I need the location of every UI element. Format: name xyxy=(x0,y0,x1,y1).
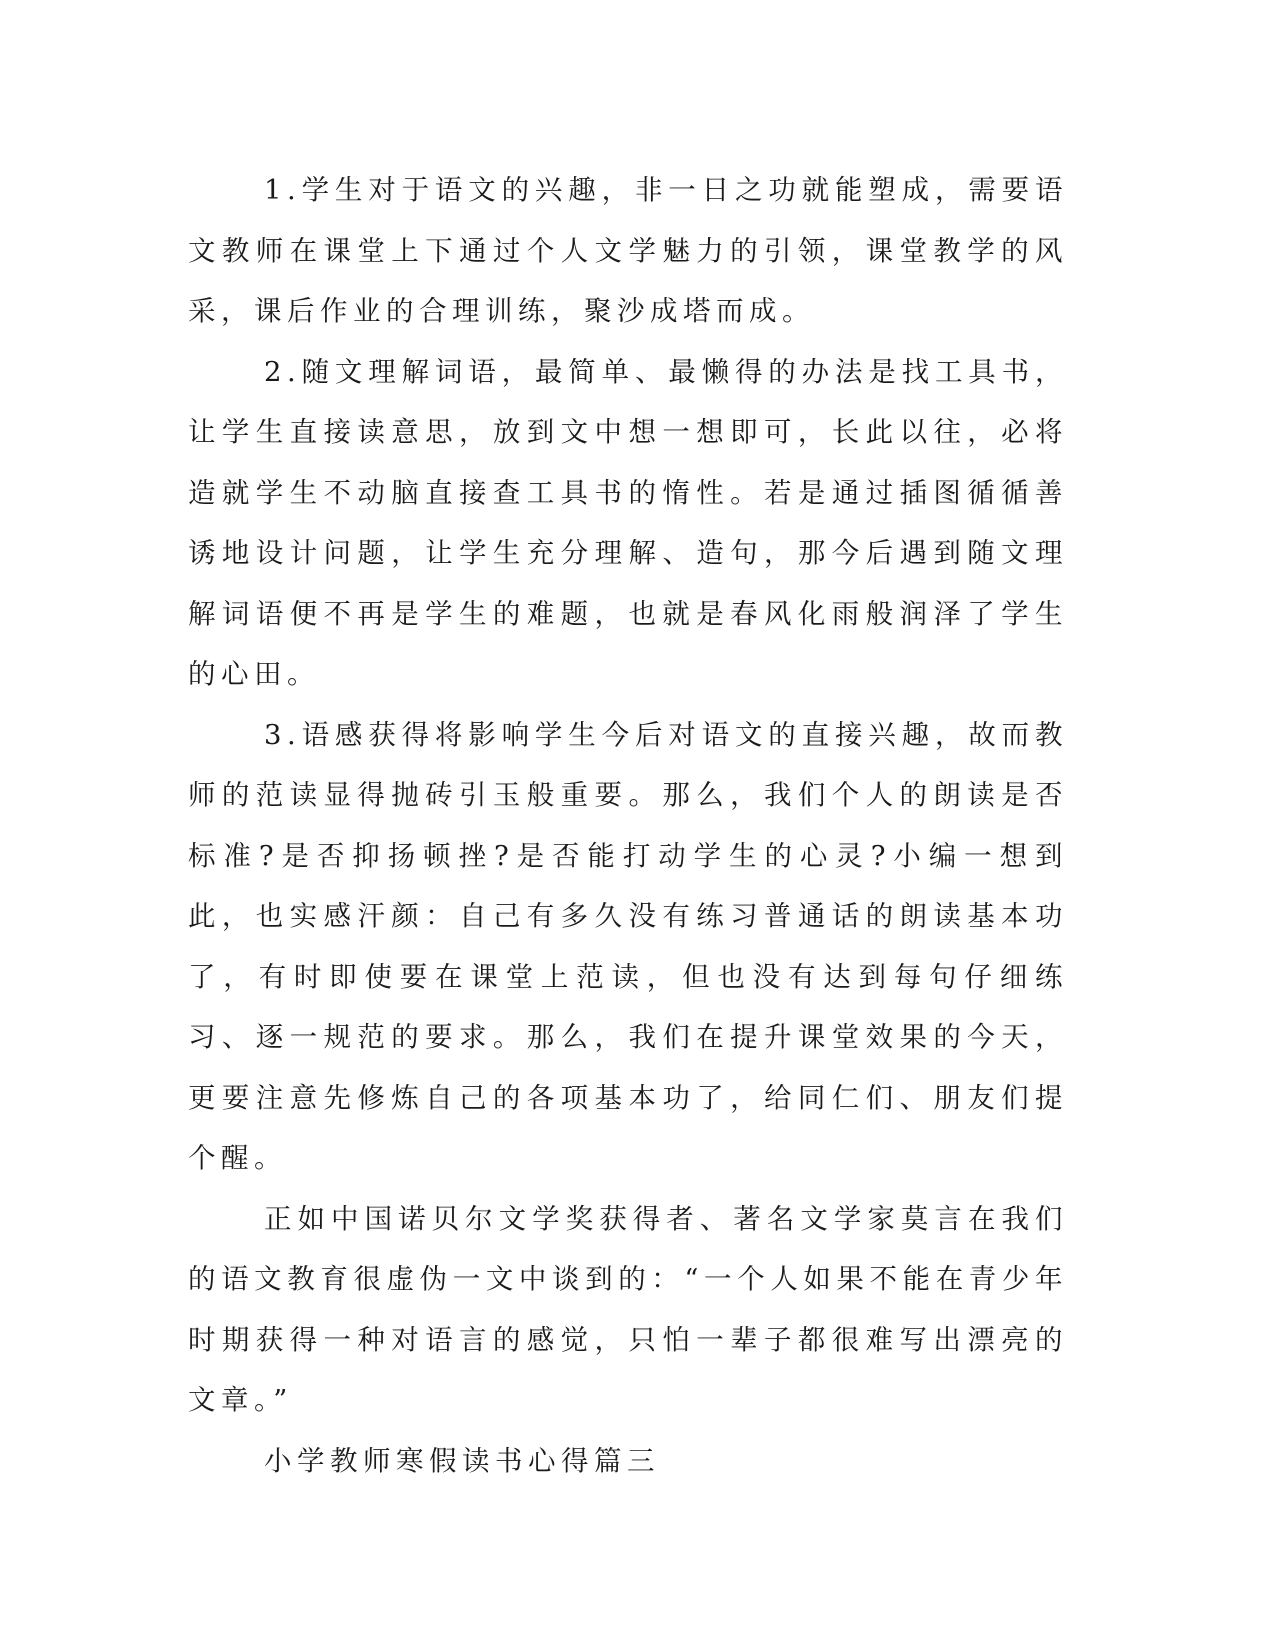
section-heading: 小学教师寒假读书心得篇三 xyxy=(264,1444,660,1477)
paragraph-1: 1.学生对于语文的兴趣，非一日之功就能塑成，需要语文教师在课堂上下通过个人文学魅力的引领，课堂教学的风采，课后作业的合理训练，聚沙成塔而成。 xyxy=(188,174,1068,327)
document-body xyxy=(188,160,1068,1491)
paragraph-4: 正如中国诺贝尔文学奖获得者、著名文学家莫言在我们的语文教育很虚伪一文中谈到的：“一个人如果不能在青少年时期获得一种对语言的感觉，只怕一辈子都很难写出漂亮的文章。” xyxy=(188,1202,1068,1416)
paragraph-3: 3.语感获得将影响学生今后对语文的直接兴趣，故而教师的范读显得抛砖引玉般重要。那么，我们个人的朗读是否标准?是否抑扬顿挫?是否能打动学生的心灵?小编一想到此，也实感汗颜：自己有多久没有练习普通话的朗读基本功了，有时即使要在课堂上范读，但也没有达到每句仔细练习、逐一规范的要求。那么，我们在提升课堂效果的今天，更要注意先修炼自己的各项基本功了，给同仁们、朋友们提个醒。 xyxy=(188,718,1068,1174)
paragraph-2: 2.随文理解词语，最简单、最懒得的办法是找工具书，让学生直接读意思，放到文中想一想即可，长此以往，必将造就学生不动脑直接查工具书的惰性。若是通过插图循循善诱地设计问题，让学生充分理解、造句，那今后遇到随文理解词语便不再是学生的难题，也就是春风化雨般润泽了学生的心田。 xyxy=(188,355,1068,690)
